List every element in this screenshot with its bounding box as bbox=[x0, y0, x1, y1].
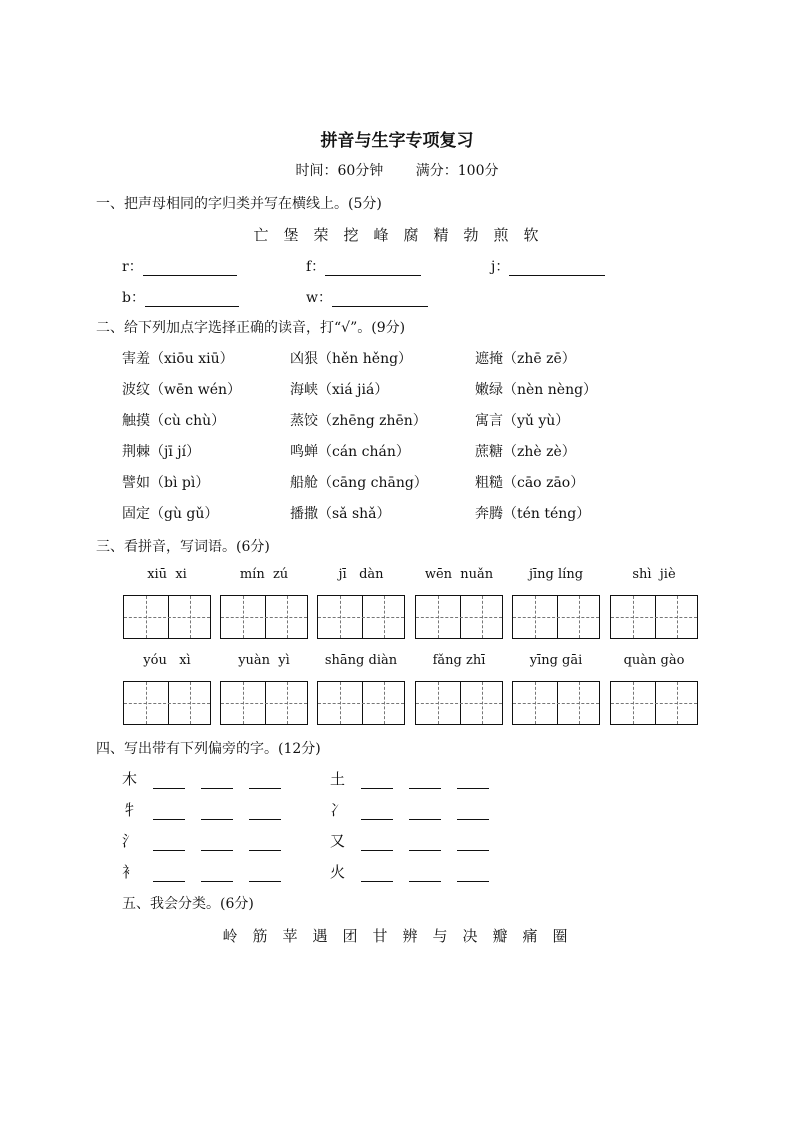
tianzige-writing-box[interactable] bbox=[317, 681, 405, 725]
answer-line[interactable] bbox=[409, 805, 441, 820]
classify-char: 辨 bbox=[402, 927, 418, 945]
radical-row bbox=[122, 861, 281, 882]
tianzige-writing-box[interactable] bbox=[610, 681, 698, 725]
answer-line[interactable] bbox=[409, 836, 441, 851]
answer-line[interactable] bbox=[249, 836, 281, 851]
section5-heading: 五、我会分类。(6分) bbox=[122, 896, 254, 912]
radical-row bbox=[122, 830, 281, 851]
sort-char: 荣 bbox=[313, 226, 329, 244]
answer-line[interactable] bbox=[145, 292, 239, 307]
answer-line[interactable] bbox=[361, 774, 393, 789]
classify-char: 筋 bbox=[252, 927, 268, 945]
classify-char: 遇 bbox=[312, 927, 328, 945]
radical: 氵 bbox=[122, 832, 138, 850]
pinyin-label: jī dàn bbox=[338, 567, 384, 582]
answer-line[interactable] bbox=[457, 805, 489, 820]
grid-line bbox=[221, 617, 307, 618]
section4-heading: 四、写出带有下列偏旁的字。(12分) bbox=[96, 741, 321, 757]
answer-line[interactable] bbox=[325, 261, 421, 276]
reading-choice-item[interactable]: 播撒（sǎ shǎ） bbox=[290, 506, 391, 522]
tianzige-writing-box[interactable] bbox=[415, 681, 503, 725]
blank-w bbox=[306, 287, 428, 307]
answer-line[interactable] bbox=[361, 805, 393, 820]
answer-line[interactable] bbox=[153, 805, 185, 820]
grid-line bbox=[318, 703, 404, 704]
radical: 木 bbox=[122, 770, 138, 788]
classify-char: 瓣 bbox=[492, 927, 508, 945]
radical: 冫 bbox=[330, 801, 346, 819]
reading-choice-item[interactable]: 蔗糖（zhè zè） bbox=[475, 444, 576, 460]
radical: 又 bbox=[330, 832, 346, 850]
section3-heading: 三、看拼音，写词语。(6分) bbox=[96, 539, 270, 555]
classify-char: 痛 bbox=[522, 927, 538, 945]
reading-choice-item[interactable]: 海峡（xiá jiá） bbox=[290, 382, 389, 398]
tianzige-writing-box[interactable] bbox=[512, 681, 600, 725]
reading-choice-item[interactable]: 寓言（yǔ yù） bbox=[475, 413, 570, 429]
section1-heading: 一、把声母相同的字归类并写在横线上。(5分) bbox=[96, 196, 382, 212]
blank-label-j: j： bbox=[491, 259, 510, 275]
reading-choice-item[interactable]: 蒸饺（zhēng zhēn） bbox=[290, 413, 427, 429]
pinyin-label: yīng gāi bbox=[529, 653, 583, 668]
reading-choice-item[interactable]: 触摸（cù chù） bbox=[122, 413, 226, 429]
page-title: 拼音与生字专项复习 bbox=[320, 131, 474, 151]
radical-row bbox=[330, 768, 489, 789]
reading-choice-item[interactable]: 害羞（xiōu xiū） bbox=[122, 351, 234, 367]
classify-char: 圈 bbox=[552, 927, 568, 945]
reading-choice-item[interactable]: 奔腾（tén téng） bbox=[475, 506, 591, 522]
blank-label-b: b： bbox=[122, 290, 145, 306]
sort-char: 堡 bbox=[283, 226, 299, 244]
answer-line[interactable] bbox=[361, 836, 393, 851]
pinyin-label: quàn gào bbox=[623, 653, 685, 668]
tianzige-writing-box[interactable] bbox=[220, 595, 308, 639]
classify-char: 决 bbox=[462, 927, 478, 945]
grid-line bbox=[611, 703, 697, 704]
answer-line[interactable] bbox=[153, 774, 185, 789]
answer-line[interactable] bbox=[143, 261, 237, 276]
answer-line[interactable] bbox=[201, 774, 233, 789]
radical-row bbox=[330, 799, 489, 820]
reading-choice-item[interactable]: 譬如（bì pì） bbox=[122, 475, 210, 491]
answer-line[interactable] bbox=[409, 867, 441, 882]
pinyin-label: fǎng zhī bbox=[432, 653, 486, 668]
subtitle bbox=[0, 160, 794, 180]
grid-line bbox=[513, 703, 599, 704]
blank-b bbox=[122, 287, 239, 307]
blank-label-r: r： bbox=[122, 259, 143, 275]
answer-line[interactable] bbox=[153, 867, 185, 882]
radical-row bbox=[122, 799, 281, 820]
answer-line[interactable] bbox=[201, 867, 233, 882]
answer-line[interactable] bbox=[457, 867, 489, 882]
answer-line[interactable] bbox=[201, 836, 233, 851]
sort-char: 亡 bbox=[253, 226, 269, 244]
pinyin-label: shāng diàn bbox=[324, 653, 398, 668]
grid-line bbox=[124, 617, 210, 618]
sort-char: 煎 bbox=[493, 226, 509, 244]
pinyin-label: yóu xì bbox=[143, 653, 191, 668]
answer-line[interactable] bbox=[249, 867, 281, 882]
tianzige-writing-box[interactable] bbox=[220, 681, 308, 725]
blank-label-w: w： bbox=[306, 290, 332, 306]
classify-char: 甘 bbox=[372, 927, 388, 945]
reading-choice-item[interactable]: 荆棘（jī jí） bbox=[122, 444, 201, 460]
pinyin-label: yuàn yì bbox=[238, 653, 290, 668]
radical-row bbox=[122, 768, 281, 789]
classify-char: 与 bbox=[432, 927, 448, 945]
time-label: 时间：60分钟 bbox=[295, 163, 384, 179]
tianzige-writing-box[interactable] bbox=[123, 595, 211, 639]
radical-row bbox=[330, 861, 489, 882]
radical: 土 bbox=[330, 770, 346, 788]
reading-choice-item[interactable]: 船舱（cāng chāng） bbox=[290, 475, 428, 491]
answer-line[interactable] bbox=[249, 774, 281, 789]
reading-choice-item[interactable]: 固定（gù gǔ） bbox=[122, 506, 219, 522]
answer-line[interactable] bbox=[409, 774, 441, 789]
answer-line[interactable] bbox=[509, 261, 605, 276]
radical-row bbox=[330, 830, 489, 851]
sort-char: 腐 bbox=[403, 226, 419, 244]
grid-line bbox=[611, 617, 697, 618]
tianzige-writing-box[interactable] bbox=[415, 595, 503, 639]
classify-char: 岭 bbox=[222, 927, 238, 945]
grid-line bbox=[124, 703, 210, 704]
pinyin-label: xiū xi bbox=[147, 567, 187, 582]
tianzige-writing-box[interactable] bbox=[123, 681, 211, 725]
reading-choice-item[interactable]: 鸣蝉（cán chán） bbox=[290, 444, 410, 460]
answer-line[interactable] bbox=[201, 805, 233, 820]
answer-line[interactable] bbox=[332, 292, 428, 307]
pinyin-label: mín zú bbox=[239, 567, 289, 582]
grid-line bbox=[416, 617, 502, 618]
tianzige-writing-box[interactable] bbox=[512, 595, 600, 639]
blank-f bbox=[306, 256, 421, 276]
grid-line bbox=[416, 703, 502, 704]
score-label: 满分：100分 bbox=[415, 163, 499, 179]
section5-chars bbox=[215, 925, 575, 946]
classify-char: 苹 bbox=[282, 927, 298, 945]
section1-chars bbox=[246, 224, 546, 245]
tianzige-writing-box[interactable] bbox=[610, 595, 698, 639]
blank-j bbox=[491, 256, 605, 276]
sort-char: 峰 bbox=[373, 226, 389, 244]
answer-line[interactable] bbox=[249, 805, 281, 820]
radical: 火 bbox=[330, 863, 346, 881]
reading-choice-item[interactable]: 凶狠（hěn hěng） bbox=[290, 351, 413, 367]
classify-char: 团 bbox=[342, 927, 358, 945]
grid-line bbox=[513, 617, 599, 618]
blank-label-f: f： bbox=[306, 259, 326, 275]
pinyin-label: wēn nuǎn bbox=[424, 567, 494, 582]
pinyin-label: shì jiè bbox=[632, 567, 676, 582]
sort-char: 挖 bbox=[343, 226, 359, 244]
sort-char: 勃 bbox=[463, 226, 479, 244]
reading-choice-item[interactable]: 嫩绿（nèn nèng） bbox=[475, 382, 598, 398]
sort-char: 精 bbox=[433, 226, 449, 244]
radical: 牜 bbox=[122, 801, 138, 819]
reading-choice-item[interactable]: 波纹（wēn wén） bbox=[122, 382, 242, 398]
reading-choice-item[interactable]: 粗糙（cāo zāo） bbox=[475, 475, 585, 491]
answer-line[interactable] bbox=[457, 836, 489, 851]
radical: 衤 bbox=[122, 863, 138, 881]
grid-line bbox=[221, 703, 307, 704]
answer-line[interactable] bbox=[361, 867, 393, 882]
blank-r bbox=[122, 256, 237, 276]
sort-char: 软 bbox=[523, 226, 539, 244]
answer-line[interactable] bbox=[457, 774, 489, 789]
pinyin-label: jīng líng bbox=[528, 567, 584, 582]
tianzige-writing-box[interactable] bbox=[317, 595, 405, 639]
reading-choice-item[interactable]: 遮掩（zhē zē） bbox=[475, 351, 576, 367]
grid-line bbox=[318, 617, 404, 618]
answer-line[interactable] bbox=[153, 836, 185, 851]
section2-heading: 二、给下列加点字选择正确的读音，打“√”。(9分) bbox=[96, 320, 406, 336]
